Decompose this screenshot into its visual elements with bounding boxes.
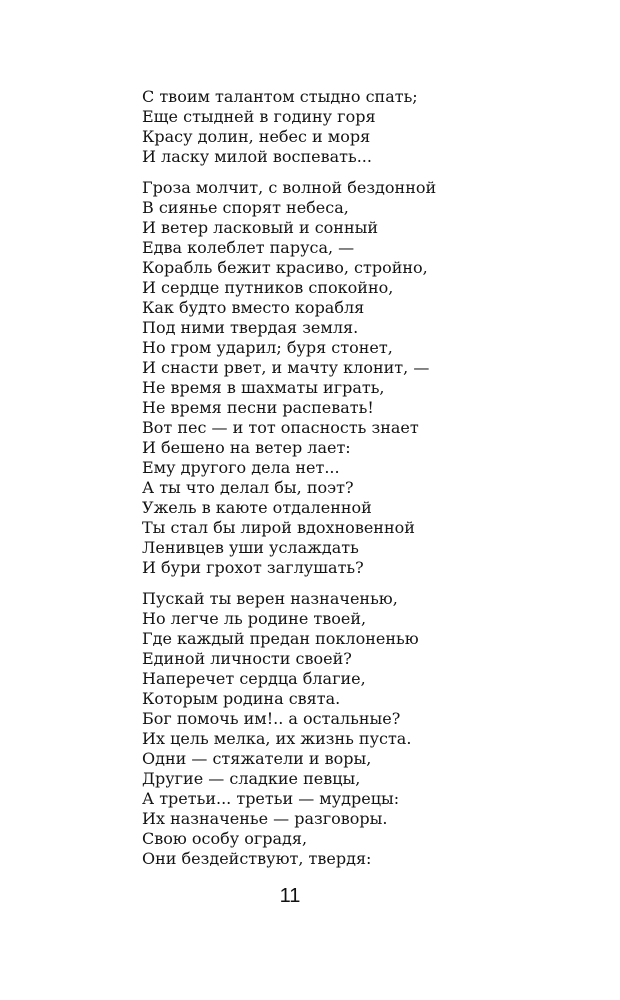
poem-line: Но легче ль родине твоей, bbox=[142, 609, 367, 628]
poem-line: Не время в шахматы играть, bbox=[142, 378, 385, 397]
stanza-2 bbox=[142, 178, 582, 578]
poem-line: С твоим талантом стыдно спать; bbox=[142, 87, 418, 106]
poem-line: Бог помочь им!.. а остальные? bbox=[142, 709, 401, 728]
poem-line: Вот пес — и тот опасность знает bbox=[142, 418, 419, 437]
poem-line: Они бездействуют, твердя: bbox=[142, 849, 372, 868]
poem-line: И ветер ласковый и сонный bbox=[142, 218, 379, 237]
poem-line: А ты что делал бы, поэт? bbox=[142, 478, 354, 497]
poem-line: Под ними твердая земля. bbox=[142, 318, 359, 337]
poem-line: И снасти рвет, и мачту клонит, — bbox=[142, 358, 430, 377]
poem-line: Корабль бежит красиво, стройно, bbox=[142, 258, 428, 277]
poem-line: Но гром ударил; буря стонет, bbox=[142, 338, 393, 357]
poem-line: Которым родина свята. bbox=[142, 689, 341, 708]
poem-line: Другие — сладкие певцы, bbox=[142, 769, 361, 788]
poem-line: Ужель в каюте отдаленной bbox=[142, 498, 372, 517]
poem-line: Не время песни распевать! bbox=[142, 398, 374, 417]
poem-line: Где каждый предан поклоненью bbox=[142, 629, 419, 648]
poem-line: Их цель мелка, их жизнь пуста. bbox=[142, 729, 412, 748]
poem-line: Их назначенье — разговоры. bbox=[142, 809, 388, 828]
poem-line: Одни — стяжатели и воры, bbox=[142, 749, 372, 768]
stanza-3 bbox=[142, 589, 582, 869]
stanza-1 bbox=[142, 87, 582, 167]
poem-line: И бури грохот заглушать? bbox=[142, 558, 364, 577]
poem-line: Красу долин, небес и моря bbox=[142, 127, 371, 146]
poem-line: Гроза молчит, с волной бездонной bbox=[142, 178, 437, 197]
poem-line: Ему другого дела нет... bbox=[142, 458, 340, 477]
poem-line: Едва колеблет паруса, — bbox=[142, 238, 355, 257]
poem-line: Еще стыдней в годину горя bbox=[142, 107, 376, 126]
poem-line: Как будто вместо корабля bbox=[142, 298, 365, 317]
poem-line: Ленивцев уши услаждать bbox=[142, 538, 359, 557]
poem-line: Наперечет сердца благие, bbox=[142, 669, 366, 688]
poem-line: И сердце путников спокойно, bbox=[142, 278, 394, 297]
poem-line: Ты стал бы лирой вдохновенной bbox=[142, 518, 415, 537]
poem-text bbox=[142, 87, 582, 869]
poem-line: Пускай ты верен назначенью, bbox=[142, 589, 398, 608]
page-number: 11 bbox=[279, 885, 301, 907]
poem-line: Единой личности своей? bbox=[142, 649, 352, 668]
poem-line: И ласку милой воспевать... bbox=[142, 147, 372, 166]
poem-line: И бешено на ветер лает: bbox=[142, 438, 351, 457]
poem-line: Свою особу оградя, bbox=[142, 829, 308, 848]
poem-line: В сиянье спорят небеса, bbox=[142, 198, 349, 217]
poem-line: А третьи... третьи — мудрецы: bbox=[142, 789, 400, 808]
